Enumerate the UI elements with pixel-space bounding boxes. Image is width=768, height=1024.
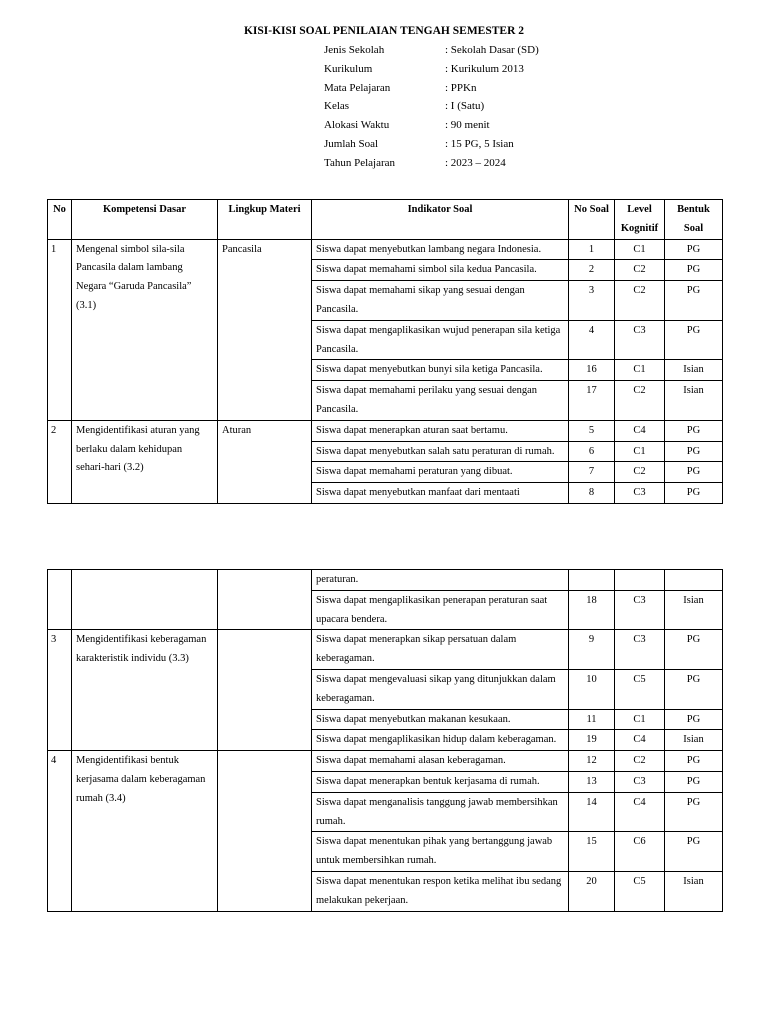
info-value: : Kurikulum 2013: [445, 62, 524, 75]
group-number: 3: [48, 630, 72, 751]
info-row: [324, 81, 539, 100]
no-soal: 15: [569, 832, 615, 872]
level-kognitif: C2: [615, 462, 665, 483]
indikator: Siswa dapat menerapkan bentuk kerjasama di rumah.: [312, 771, 569, 792]
kisi-table-page-2: [47, 569, 723, 912]
bentuk-soal: PG: [665, 320, 723, 360]
bentuk-soal: PG: [665, 483, 723, 504]
bentuk-soal: PG: [665, 751, 723, 772]
info-row: [324, 99, 539, 118]
bentuk-soal: PG: [665, 420, 723, 441]
group-number: 4: [48, 751, 72, 911]
indikator: Siswa dapat mengaplikasikan penerapan peraturan saat upacara bendera.: [312, 590, 569, 630]
header-level-kognitif: Level Kognitif: [615, 200, 665, 240]
no-soal: 17: [569, 381, 615, 421]
kompetensi-dasar: Mengidentifikasi bentuk kerjasama dalam keberagaman rumah (3.4): [72, 751, 218, 911]
info-value: : PPKn: [445, 81, 477, 94]
level-kognitif: C2: [615, 381, 665, 421]
bentuk-soal: PG: [665, 462, 723, 483]
table-row: [48, 570, 723, 591]
info-label: Tahun Pelajaran: [324, 156, 396, 169]
header-no-soal: No Soal: [569, 200, 615, 240]
indikator: Siswa dapat mengaplikasikan wujud penerapan sila ketiga Pancasila.: [312, 320, 569, 360]
indikator: Siswa dapat menganalisis tanggung jawab membersihkan rumah.: [312, 792, 569, 832]
indikator: Siswa dapat menyebutkan manfaat dari mentaati: [312, 483, 569, 504]
school-info: [324, 43, 539, 175]
bentuk-soal: PG: [665, 771, 723, 792]
level-kognitif: C2: [615, 260, 665, 281]
kompetensi-dasar: Mengidentifikasi aturan yang berlaku dalam kehidupan sehari-hari (3.2): [72, 420, 218, 503]
indikator: Siswa dapat menentukan pihak yang bertanggung jawab untuk membersihkan rumah.: [312, 832, 569, 872]
no-soal: 18: [569, 590, 615, 630]
indikator: Siswa dapat memahami peraturan yang dibuat.: [312, 462, 569, 483]
level-kognitif: C3: [615, 483, 665, 504]
info-label: Mata Pelajaran: [324, 81, 391, 94]
indikator: Siswa dapat menyebutkan makanan kesukaan.: [312, 709, 569, 730]
bentuk-soal: PG: [665, 669, 723, 709]
bentuk-soal: [665, 570, 723, 591]
indikator: Siswa dapat menyebutkan lambang negara Indonesia.: [312, 239, 569, 260]
bentuk-soal: Isian: [665, 730, 723, 751]
no-soal: 2: [569, 260, 615, 281]
level-kognitif: C3: [615, 320, 665, 360]
lingkup-materi: [218, 630, 312, 751]
table-header-row: [48, 200, 723, 240]
table-row: [48, 630, 723, 670]
no-soal: 7: [569, 462, 615, 483]
lingkup-materi: Pancasila: [218, 239, 312, 420]
table-row: [48, 420, 723, 441]
bentuk-soal: PG: [665, 281, 723, 321]
group-number: 1: [48, 239, 72, 420]
header-no: No: [48, 200, 72, 240]
level-kognitif: C3: [615, 771, 665, 792]
no-soal: 1: [569, 239, 615, 260]
bentuk-soal: Isian: [665, 381, 723, 421]
info-label: Jumlah Soal: [324, 137, 379, 150]
no-soal: 19: [569, 730, 615, 751]
level-kognitif: C3: [615, 630, 665, 670]
lingkup-materi: [218, 751, 312, 911]
indikator: Siswa dapat menyebutkan bunyi sila ketiga Pancasila.: [312, 360, 569, 381]
indikator: Siswa dapat memahami simbol sila kedua Pancasila.: [312, 260, 569, 281]
bentuk-soal: PG: [665, 832, 723, 872]
indikator: Siswa dapat menerapkan aturan saat bertamu.: [312, 420, 569, 441]
kompetensi-dasar: Mengidentifikasi keberagaman karakteristik individu (3.3): [72, 630, 218, 751]
level-kognitif: C2: [615, 281, 665, 321]
indikator: Siswa dapat menyebutkan salah satu peraturan di rumah.: [312, 441, 569, 462]
bentuk-soal: Isian: [665, 590, 723, 630]
document-title: KISI-KISI SOAL PENILAIAN TENGAH SEMESTER 2: [243, 25, 525, 37]
indikator: Siswa dapat menentukan respon ketika melihat ibu sedang melakukan pekerjaan.: [312, 871, 569, 911]
bentuk-soal: Isian: [665, 360, 723, 381]
header-indikator-soal: Indikator Soal: [312, 200, 569, 240]
kompetensi-dasar: Mengenal simbol sila-sila Pancasila dalam lambang Negara “Garuda Pancasila” (3.1): [72, 239, 218, 420]
no-soal: 14: [569, 792, 615, 832]
no-soal: 16: [569, 360, 615, 381]
level-kognitif: C5: [615, 871, 665, 911]
info-row: [324, 156, 539, 175]
info-value: : 15 PG, 5 Isian: [445, 137, 514, 150]
no-soal: 5: [569, 420, 615, 441]
bentuk-soal: PG: [665, 441, 723, 462]
group-number: 2: [48, 420, 72, 503]
level-kognitif: C5: [615, 669, 665, 709]
info-label: Jenis Sekolah: [324, 44, 385, 56]
no-soal: 13: [569, 771, 615, 792]
indikator: Siswa dapat mengevaluasi sikap yang ditunjukkan dalam keberagaman.: [312, 669, 569, 709]
bentuk-soal: PG: [665, 260, 723, 281]
level-kognitif: C4: [615, 792, 665, 832]
info-label: Alokasi Waktu: [324, 119, 390, 132]
level-kognitif: C1: [615, 239, 665, 260]
level-kognitif: C4: [615, 420, 665, 441]
kompetensi-dasar: [72, 570, 218, 630]
no-soal: 4: [569, 320, 615, 360]
level-kognitif: C1: [615, 441, 665, 462]
level-kognitif: C1: [615, 360, 665, 381]
level-kognitif: C6: [615, 832, 665, 872]
level-kognitif: C4: [615, 730, 665, 751]
indikator: Siswa dapat mengaplikasikan hidup dalam keberagaman.: [312, 730, 569, 751]
info-value: : I (Satu): [445, 100, 485, 113]
indikator: peraturan.: [312, 570, 569, 591]
info-value: : Sekolah Dasar (SD): [445, 44, 539, 56]
indikator: Siswa dapat memahami perilaku yang sesuai dengan Pancasila.: [312, 381, 569, 421]
indikator: Siswa dapat memahami alasan keberagaman.: [312, 751, 569, 772]
lingkup-materi: [218, 570, 312, 630]
bentuk-soal: PG: [665, 630, 723, 670]
level-kognitif: C2: [615, 751, 665, 772]
indikator: Siswa dapat memahami sikap yang sesuai dengan Pancasila.: [312, 281, 569, 321]
info-label: Kurikulum: [324, 62, 373, 75]
info-value: : 2023 – 2024: [445, 156, 506, 169]
no-soal: 20: [569, 871, 615, 911]
bentuk-soal: Isian: [665, 871, 723, 911]
bentuk-soal: PG: [665, 792, 723, 832]
bentuk-soal: PG: [665, 709, 723, 730]
level-kognitif: [615, 570, 665, 591]
level-kognitif: C3: [615, 590, 665, 630]
info-row: [324, 118, 539, 137]
kisi-table-page-1: [47, 199, 723, 504]
lingkup-materi: Aturan: [218, 420, 312, 503]
info-label: Kelas: [324, 100, 350, 113]
header-lingkup-materi: Lingkup Materi: [218, 200, 312, 240]
no-soal: 3: [569, 281, 615, 321]
indikator: Siswa dapat menerapkan sikap persatuan dalam keberagaman.: [312, 630, 569, 670]
no-soal: 8: [569, 483, 615, 504]
info-row: [324, 43, 539, 62]
bentuk-soal: PG: [665, 239, 723, 260]
no-soal: 10: [569, 669, 615, 709]
level-kognitif: C1: [615, 709, 665, 730]
no-soal: 6: [569, 441, 615, 462]
no-soal: 12: [569, 751, 615, 772]
table-row: [48, 751, 723, 772]
header-kompetensi-dasar: Kompetensi Dasar: [72, 200, 218, 240]
header-bentuk-soal: Bentuk Soal: [665, 200, 723, 240]
info-row: [324, 62, 539, 81]
info-value: : 90 menit: [445, 119, 490, 132]
group-number: [48, 570, 72, 630]
no-soal: [569, 570, 615, 591]
info-row: [324, 137, 539, 156]
no-soal: 11: [569, 709, 615, 730]
no-soal: 9: [569, 630, 615, 670]
table-row: [48, 239, 723, 260]
